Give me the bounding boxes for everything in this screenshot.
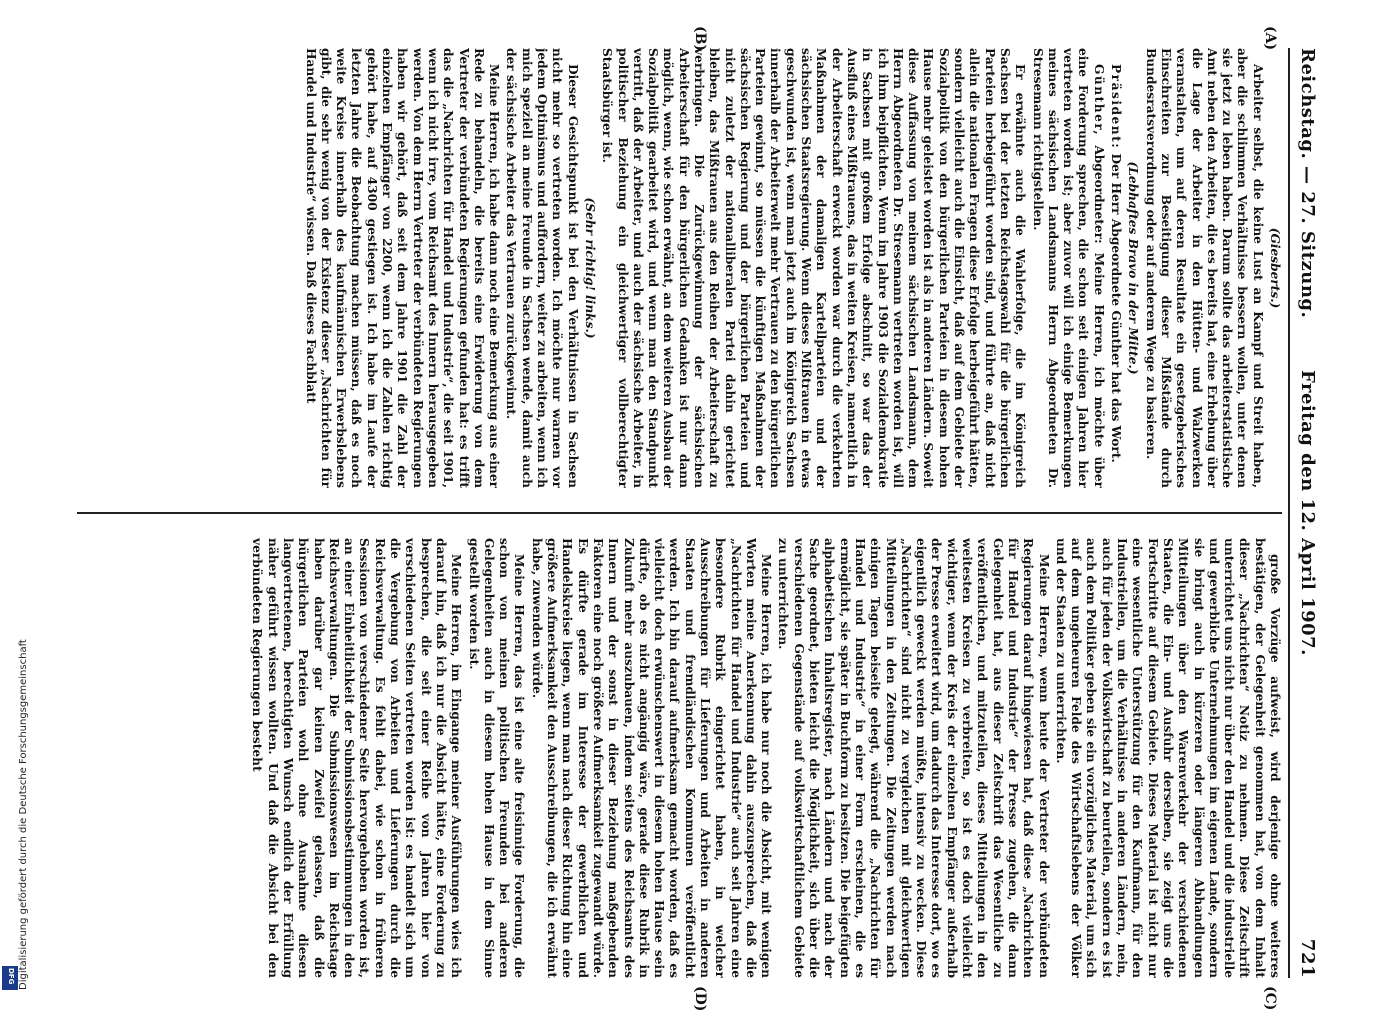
- right-column: [77, 538, 1282, 978]
- paragraph: Meine Herren, das ist eine alte freisinnige Forderung, die schon von meinen politischen Freunden bei anderen Gelegenheiten auch in diesem hohen Hause in dem Sinne gestellt worden ist.: [466, 538, 527, 978]
- paragraph: Meine Herren, wenn heute der Vertreter der verbündeten Regierungen darauf hingewiesen hat, daß diese „Nachrichten für Handel und Industrie“ der Presse zugehen, die dann Gelegenheit hat, aus dieser Zeitschrift das Wesentliche zu veröffentlichen, und mitzuteilen, dieses Mitteilungen in den weitesten Kreisen zu verbreiten, so ist es doch vielleicht wichtiger, wenn der Kreis der einzelnen Empfänger außerhalb der Presse erweitert wird, um dadurch das Interesse dort, wo es eigentlich geweckt werden müßte, intensiv zu wecken. Diese „Nachrichten“ sind nicht zu vergleichen mit gleichwertigen Mitteilungen in den Zeitungen. Die Zeitungen werden nach einigen Tagen beiseite gelegt, während die „Nachrichten für Handel und Industrie“ in einer Form erscheinen, die es ermöglicht, sie später in Buchform zu besitzen. Die beigefügten alphabetischen Inhaltsregister, nach Ländern und nach der Sache geordnet, bieten leicht die Möglichkeit, sich über die verschiedenen Gegenstände auf volkswirtschaftlichem Gebiete zu unterrichten.: [776, 538, 1051, 978]
- header-rule: [1288, 48, 1290, 978]
- column-divider: [77, 512, 1282, 514]
- margin-marker-d: (D): [692, 986, 708, 1011]
- paragraph: Meine Herren, ich habe nur noch die Absicht, mit wenigen Worten meine Anerkennung dahin auszusprechen, daß die „Nachrichten für Handel und Industrie“ auch seit Jahren eine besondere Rubrik eingerichtet haben, in welcher Ausschreibungen für Lieferungen und Arbeiten in anderen Staaten und fremdländischen Kommunen veröffentlicht werden. Ich bin darauf aufmerksam gemacht worden, daß es vielleicht doch erwünschenswert in diesem hohen Hause sein dürfte, ob es nicht angängig wäre, gerade diese Rubrik in Zukunft mehr auszubauen, indem seitens des Reichsamts des Innern und der sonst in dieser Beziehung maßgebenden Faktoren eine noch größere Aufmerksamkeit zugewandt würde. Es dürfte gerade im Interesse der gewerblichen und Handelskreise liegen, wenn man nach dieser Richtung hin eine größere Aufmerksamkeit den Ausschreibungen, die ich erwähnt habe, zuwenden würde.: [529, 538, 774, 978]
- paragraph: Er erwähnte auch die Wahlerfolge, die im Königreich Sachsen bei der letzten Reichstagswahl für die bürgerlichen Parteien herbeigeführt worden sind, und führte an, daß nicht allein die nationalen Fragen diese Erfolge herbeigeführt hätten, sondern vielleicht auch die Einsicht, daß auf dem Gebiete der Sozialpolitik von den bürgerlichen Parteien in diesem hohen Hause mehr geleistet worden ist als in anderen Ländern. Soweit diese Auffassung von meinem sächsischen Landsmann, dem Herrn Abgeordneten Dr. Stresemann vertreten worden ist, will ich ihm beipflichten. Wenn im Jahre 1903 die Sozialdemokratie in Sachsen mit großem Erfolge abschnitt, so war das der Ausfluß eines Mißtrauens, das in weiten Kreisen, namentlich in der Arbeiterschaft erweckt worden war durch die verkehrten Maßnahmen der damaligen Kartellparteien und der sächsischen Staatsregierung. Wenn dieses Mißtrauen in etwas geschwunden ist, wenn man jetzt auch im Königreich Sachsen innerhalb der Arbeiterwelt mehr Vertrauen zu den bürgerlichen Parteien gewinnt, so müssen die künftigen Maßnahmen der sächsischen Regierung und der bürgerlichen Parteien und nicht zuletzt der nationalliberalen Partei dahin gerichtet bleiben, das Mißtrauen aus den Reihen der Arbeiterschaft zu verbringen. Die Zurückgewinnung der sächsischen Arbeiterschaft für den bürgerlichen Gedanken ist nur dann möglich, wenn, wie schon erwähnt, an dem weiteren Ausbau der Sozialpolitik gearbeitet wird, und wenn man den Standpunkt vertritt, daß der Arbeiter, und auch der sächsische Arbeiter, in politischer Beziehung ein gleichwertiger vollberechtigter Staatsbürger ist.: [600, 48, 1028, 488]
- speaker-name: Präsident:: [1109, 64, 1124, 150]
- margin-marker-c: (C): [1262, 986, 1278, 1011]
- speaker-heading: (Giesberts.): [1268, 227, 1282, 309]
- speaker-name: Günther,: [1091, 64, 1106, 137]
- paragraph: Meine Herren, ich habe dann noch eine Bemerkung aus einer Rede zu behandeln, die bereits eine Erwiderung von dem Vertreter der verbündeten Regierungen gefunden hat: es trifft das die „Nachrichten für Handel und Industrie“, die seit 1901, wenn ich nicht irre, vom Reichsamt des Innern herausgegeben werden. Von dem Herrn Vertreter der verbündeten Regierungen haben wir gehört, daß seit dem Jahre 1901 die Zahl der einzelnen Empfänger von 2200, wenn ich die Zahlen richtig gehört habe, auf 4300 gestiegen ist. Ich habe im Laufe der letzten Jahre die Beobachtung machen müssen, daß es noch weite Kreise innerhalb des kaufmännischen Erwerbslebens gibt, die sehr wenig von der Existenz dieser „Nachrichten für Handel und Industrie“ wissen. Daß dieses Fachblatt: [303, 48, 502, 488]
- speech-text: Der Herr Abgeordnete Günther hat das Wort.: [1109, 153, 1124, 463]
- page-header: [1292, 48, 1318, 978]
- dfg-logo-text: DFG: [7, 968, 15, 985]
- page-number: 721: [1297, 938, 1318, 978]
- margin-marker-a: (A): [1262, 26, 1278, 51]
- header-session: Reichstag. — 27. Sitzung.: [1297, 48, 1318, 319]
- sidebar-credit: [2, 0, 29, 1000]
- header-date: Freitag den 12. April 1907.: [1297, 370, 1318, 656]
- left-column: [77, 48, 1282, 488]
- dfg-logo: [2, 966, 18, 990]
- speech-text: Abgeordneter: Meine Herren, ich möchte über eine Forderung sprechen, die schon seit einigen Jahren hier vertreten worden ist; aber zuvor will ich einige Bemerkungen meines sächsischen Landsmanns Herrn Abgeordneten Dr. Stresemann richtigstellen.: [1030, 48, 1106, 488]
- margin-marker-b: (B): [692, 26, 708, 52]
- paragraph: Arbeiter selbst, die keine Lust an Kampf und Streit haben, aber die schlimmen Verhältnisse bessern wollen, unter denen sie jetzt zu leben haben. Darum sollte das arbeiterstatistische Amt neben den Arbeiten, die es bereits hat, eine Erhebung über die Lage der Arbeiter in den Hütten- und Walzwerken veranstalten, um auf deren Resultate ein gesetzgeberisches Einschreiten zur Beseitigung dieser Mißstände durch Bundesratsverordnung oder auf anderem Wege zu basieren.: [1143, 48, 1265, 488]
- paragraph: Meine Herren, im Eingange meiner Ausführungen wies ich darauf hin, daß ich nur die Absicht hätte, eine Forderung zu besprechen, die seit einer Reihe von Jahren hier von verschiedenen Seiten vertreten worden ist: es handelt sich um die Vergebung von Arbeiten und Lieferungen durch die Reichsverwaltung. Es fehlt dabei, wie schon in früheren Sessionen von verschiedener Seite hervorgehoben worden ist, an einer Einheitlichkeit der Submissionsbestimmungen in den Reichsverwaltungen. Die Submissionswesen im Reichstage haben darüber gar keinen Zweifel gelassen, daß die bürgerlichen Parteien wohl ohne Ausnahme diesen langvertretenen, berechtigten Wunsch endlich der Erfüllung näher geführt wissen wollten. Und daß die Absicht bei den verbündeten Regierungen besteht: [250, 538, 464, 978]
- interjection: (Sehr richtig! links.): [582, 197, 597, 339]
- paragraph: große Vorzüge aufweist, wird derjenige ohne weiteres bestätigen, der Gelegenheit genommen hat, von dem Inhalt dieser „Nachrichten“ Notiz zu nehmen. Diese Zeitschrift unterrichtet uns nicht nur über den Handel und die industrielle und gewerbliche Unternehmungen im eigenen Lande, sondern sie bringt auch in kürzeren oder längeren Abhandlungen Mitteilungen über den Warenverkehr der verschiedenen Staaten, die Ein- und Ausfuhr derselben, sie zeigt uns die Fortschritte auf diesem Gebiete. Dieses Material ist nicht nur eine wesentliche Unterstützung für den Kaufmann, für den Industriellen, um die Verhältnisse in anderen Ländern, nein, auch für jeden der Volkswirtschaft zu beurteilen, sondern es ist auch dem Politiker geben sie ein vorzügliches Material, um sich auf dem ungeheuren Felde des Wirtschaftslebens der Völker und der Staaten zu unterrichten.: [1053, 538, 1282, 978]
- document-page: [68, 26, 1318, 1011]
- interjection: (Lebhaftes Bravo in der Mitte.): [1126, 161, 1141, 375]
- credit-text: Digitalisierung gefördert durch die Deutsche Forschungsgemeinschaft: [18, 639, 29, 990]
- paragraph: [1029, 48, 1105, 488]
- paragraph: [1108, 48, 1123, 488]
- paragraph: Dieser Gesichtspunkt ist bei den Verhältnissen in Sachsen nicht mehr so vertreten worden. Ich möchte nur warnen vor jedem Optimismus und auffordern, weiter zu arbeiten, wenn ich mich speziell an meine Freunde in Sachsen wende, damit auch der sächsische Arbeiter das Vertrauen zurückgewinnt.: [504, 48, 580, 488]
